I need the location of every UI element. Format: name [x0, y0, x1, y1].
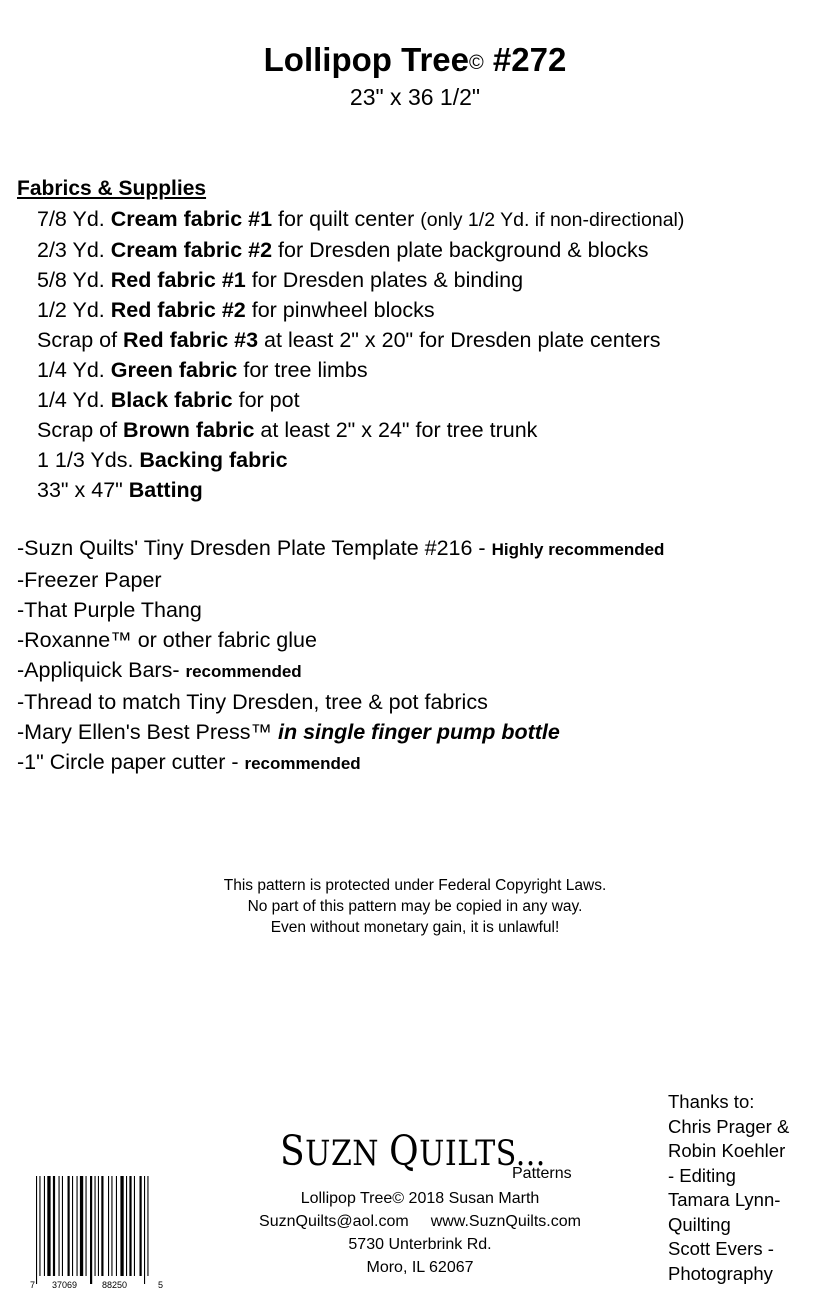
fabric-note: (only 1/2 Yd. if non-directional): [420, 209, 685, 231]
barcode-bar: [90, 1176, 92, 1284]
fabric-item: [37, 445, 684, 475]
barcode-bar: [36, 1176, 37, 1284]
fabric-use: for pinwheel blocks: [245, 298, 435, 322]
supply-item: [17, 565, 664, 595]
contact-line: [190, 1210, 650, 1233]
thanks-line: Quilting: [668, 1213, 731, 1235]
fabric-name: Black fabric: [110, 388, 233, 412]
fabric-quantity: 1/4 Yd.: [37, 388, 111, 412]
supply-emphasis: in single finger pump bottle: [277, 720, 560, 744]
fabrics-heading: Fabrics & Supplies: [17, 177, 207, 200]
website-text: www.SuznQuilts.com: [430, 1213, 581, 1230]
thanks-block: [668, 1090, 828, 1286]
suzn-quilts-logo: [280, 1128, 546, 1175]
supply-item: [17, 747, 664, 779]
thanks-line: Robin Koehler: [668, 1140, 786, 1161]
barcode-bar: [111, 1176, 112, 1276]
fabric-use: for Dresden plate background & blocks: [272, 238, 649, 262]
fabric-quantity: Scrap of: [37, 418, 124, 442]
fabric-quantity: 2/3 Yd.: [37, 238, 111, 262]
thanks-line: Photography: [668, 1262, 773, 1284]
barcode-bar: [72, 1176, 73, 1276]
fabric-quantity: 1/2 Yd.: [37, 298, 111, 322]
fabric-use: at least 2" x 24" for tree trunk: [254, 418, 538, 442]
fabric-quantity: 7/8 Yd.: [37, 207, 111, 231]
supply-text: -Roxanne™ or other fabric glue: [17, 628, 317, 652]
supply-item: [17, 595, 664, 625]
supply-item: [17, 687, 664, 717]
logo-letters: UZN: [305, 1133, 390, 1174]
fabric-name: Red fabric #2: [110, 298, 246, 322]
fabric-use: for tree limbs: [237, 358, 368, 382]
barcode-bar: [108, 1176, 109, 1276]
supply-item: [17, 533, 664, 565]
supply-item: [17, 655, 664, 687]
logo-letters: UILTS: [419, 1133, 516, 1174]
fabric-quantity: 5/8 Yd.: [37, 268, 111, 292]
city-state-zip: Moro, IL 62067: [366, 1259, 474, 1276]
copyright-notice: [0, 875, 830, 938]
supply-item: [17, 625, 664, 655]
fabric-name: Cream fabric #2: [110, 238, 273, 262]
supply-text: -Suzn Quilts' Tiny Dresden Plate Template #216 -: [17, 536, 492, 560]
fabric-list: [37, 204, 684, 505]
copyright-line: Even without monetary gain, it is unlawful!: [270, 919, 560, 936]
barcode-bar: [80, 1176, 83, 1276]
fabric-use: for Dresden plates & binding: [245, 268, 524, 292]
supply-item: [17, 717, 664, 747]
barcode-bar: [144, 1176, 145, 1284]
fabric-item: [37, 235, 684, 265]
thanks-line: Thanks to:: [668, 1091, 755, 1112]
supply-recommendation: recommended: [185, 662, 302, 681]
thanks-line: - Editing: [668, 1164, 736, 1186]
barcode-bar: [116, 1176, 117, 1276]
title-text: Lollipop Tree: [263, 41, 469, 78]
supply-text: -Mary Ellen's Best Press™: [17, 720, 278, 744]
barcode-digits-group1: 37069: [52, 1280, 78, 1290]
street-address: 5730 Unterbrink Rd.: [348, 1236, 492, 1253]
supply-text: -Freezer Paper: [17, 568, 162, 592]
supplies-list: [17, 533, 664, 779]
fabric-item: [37, 265, 684, 295]
fabric-item: [37, 385, 684, 415]
fabric-item: [37, 204, 684, 235]
barcode-bar: [134, 1176, 135, 1276]
fabric-quantity: Scrap of: [37, 328, 124, 352]
barcode-digits-group2: 88250: [102, 1280, 128, 1290]
fabric-item: [37, 415, 684, 445]
fabric-item: [37, 475, 684, 505]
finished-size: 23" x 36 1/2": [349, 84, 481, 110]
barcode-bar: [101, 1176, 103, 1276]
fabric-item: [37, 325, 684, 355]
barcode-digit-left: 7: [30, 1280, 36, 1290]
publisher-info: [190, 1187, 650, 1279]
pattern-number: #272: [492, 41, 567, 78]
fabric-quantity: 1/4 Yd.: [37, 358, 111, 382]
supply-text: -That Purple Thang: [17, 598, 202, 622]
barcode-bar: [140, 1176, 142, 1276]
copyright-line: No part of this pattern may be copied in any way.: [247, 898, 583, 915]
fabric-name: Brown fabric: [123, 418, 255, 442]
fabric-name: Green fabric: [110, 358, 238, 382]
fabric-item: [37, 295, 684, 325]
copyright-credit: Lollipop Tree© 2018 Susan Marth: [300, 1190, 540, 1207]
fabric-name: Batting: [128, 478, 203, 502]
supply-text: -1" Circle paper cutter -: [17, 750, 245, 774]
barcode-bar: [53, 1176, 55, 1276]
barcode-bar: [98, 1176, 99, 1276]
fabric-name: Cream fabric #1: [110, 207, 273, 231]
title-copyright-symbol: ©: [469, 52, 484, 74]
thanks-line: Chris Prager &: [668, 1115, 790, 1137]
fabric-use: for quilt center: [272, 207, 421, 231]
supply-recommendation: recommended: [244, 754, 361, 773]
barcode-bar: [62, 1176, 63, 1276]
supply-text: -Appliquick Bars-: [17, 658, 186, 682]
barcode-bar: [120, 1176, 123, 1276]
supply-text: -Thread to match Tiny Dresden, tree & pot fabrics: [17, 690, 488, 714]
barcode-bar: [68, 1176, 70, 1276]
barcode-bar: [147, 1176, 148, 1276]
thanks-line: Tamara Lynn-: [668, 1189, 781, 1210]
pattern-title: [0, 40, 830, 83]
fabric-name: Red fabric #3: [123, 328, 259, 352]
barcode-bar: [47, 1176, 50, 1276]
logo-patterns-label: Patterns: [512, 1165, 572, 1182]
copyright-line: This pattern is protected under Federal Copyright Laws.: [223, 877, 607, 894]
barcode-bar: [129, 1176, 131, 1276]
barcode-bar: [59, 1176, 60, 1276]
logo-dots: ...: [515, 1133, 546, 1174]
barcode-bar: [39, 1176, 40, 1276]
fabric-quantity: 1 1/3 Yds.: [37, 448, 140, 472]
barcode-bar: [126, 1176, 127, 1276]
email-text: SuznQuilts@aol.com: [259, 1213, 409, 1230]
upc-barcode: [30, 1176, 165, 1291]
barcode-bar: [44, 1176, 45, 1276]
thanks-line: Scott Evers -: [668, 1238, 774, 1259]
barcode-bar: [86, 1176, 87, 1276]
barcode-digit-right: 5: [158, 1280, 164, 1290]
fabric-item: [37, 355, 684, 385]
fabric-name: Red fabric #1: [110, 268, 246, 292]
fabric-name: Backing fabric: [139, 448, 288, 472]
barcode-bar: [77, 1176, 78, 1276]
logo-letter: Q: [389, 1128, 420, 1176]
fabric-use: at least 2" x 20" for Dresden plate centers: [258, 328, 661, 352]
logo-letter: S: [280, 1128, 306, 1176]
fabric-quantity: 33" x 47": [37, 478, 129, 502]
fabric-use: for pot: [232, 388, 300, 412]
supply-recommendation: Highly recommended: [491, 540, 665, 559]
barcode-bar: [95, 1176, 96, 1276]
